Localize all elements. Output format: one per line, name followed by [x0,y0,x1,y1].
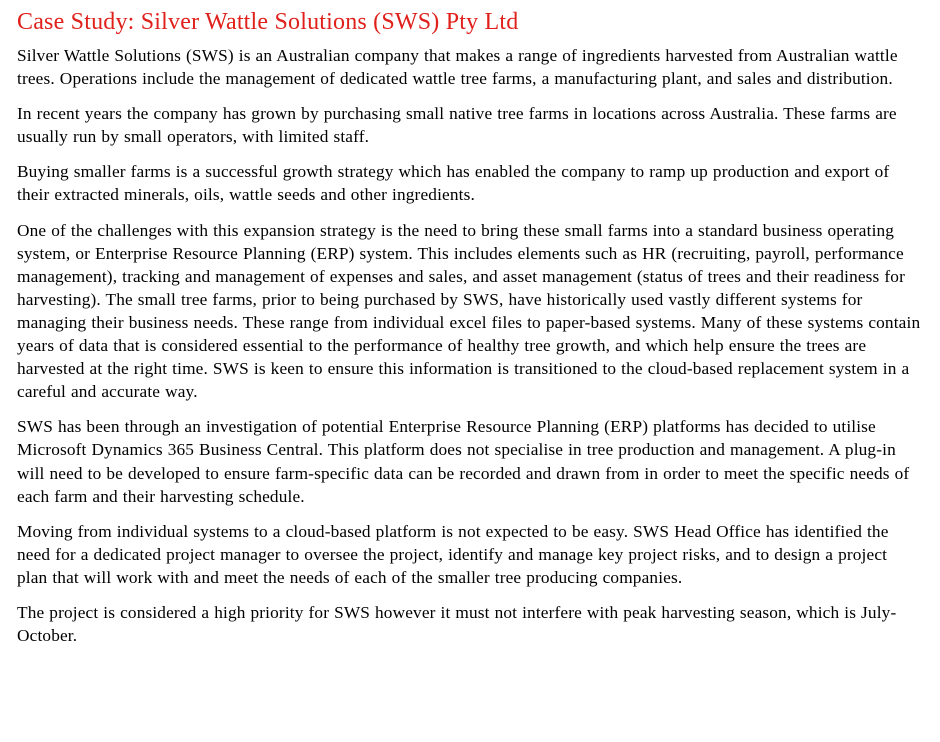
paragraph-company-overview: Silver Wattle Solutions (SWS) is an Australian company that makes a range of ingredients harvested from Australian wattle trees. Operations include the management of dedicated wattle tree farms, a manufacturing plant, and sales and distribution. [17,46,898,89]
paragraph-growth: In recent years the company has grown by purchasing small native tree farms in locations across Australia. These farms are usually run by small operators, with limited staff. [17,104,897,147]
page-title: Case Study: Silver Wattle Solutions (SWS) Pty Ltd [17,9,519,35]
paragraph-strategy: Buying smaller farms is a successful growth strategy which has enabled the company to ramp up production and export of their extracted minerals, oils, wattle seeds and other ingredients. [17,162,890,205]
paragraph-erp-platform: SWS has been through an investigation of potential Enterprise Resource Planning (ERP) platforms has decided to utilise Microsoft Dynamics 365 Business Central. This platform does not specialise in tree production and management. A plug-in will need to be developed to ensure farm-specific data can be recorded and drawn from in order to meet the specific needs of each farm and their harvesting schedule. [17,417,910,506]
paragraph-challenges: One of the challenges with this expansion strategy is the need to bring these small farms into a standard business operating system, or Enterprise Resource Planning (ERP) system. This includes elements such as HR (recruiting, payroll, performance management), tracking and management of expenses and sales, and asset management (status of trees and their readiness for harvesting). The small tree farms, prior to being purchased by SWS, have historically used vastly different systems for managing their business needs. These range from individual excel files to paper-based systems. Many of these systems contain years of data that is considered essential to the performance of healthy tree growth, and which help ensure the trees are harvested at the right time. SWS is keen to ensure this information is transitioned to the cloud-based replacement system in a careful and accurate way. [17,220,921,402]
paragraph-project-manager: Moving from individual systems to a cloud-based platform is not expected to be easy. SWS Head Office has identified the need for a dedicated project manager to oversee the project, identify and manage key project risks, and to design a project plan that will work with and meet the needs of each of the smaller tree producing companies. [17,521,889,587]
paragraph-priority: The project is considered a high priority for SWS however it must not interfere with peak harvesting season, which is July-October. [17,602,897,646]
